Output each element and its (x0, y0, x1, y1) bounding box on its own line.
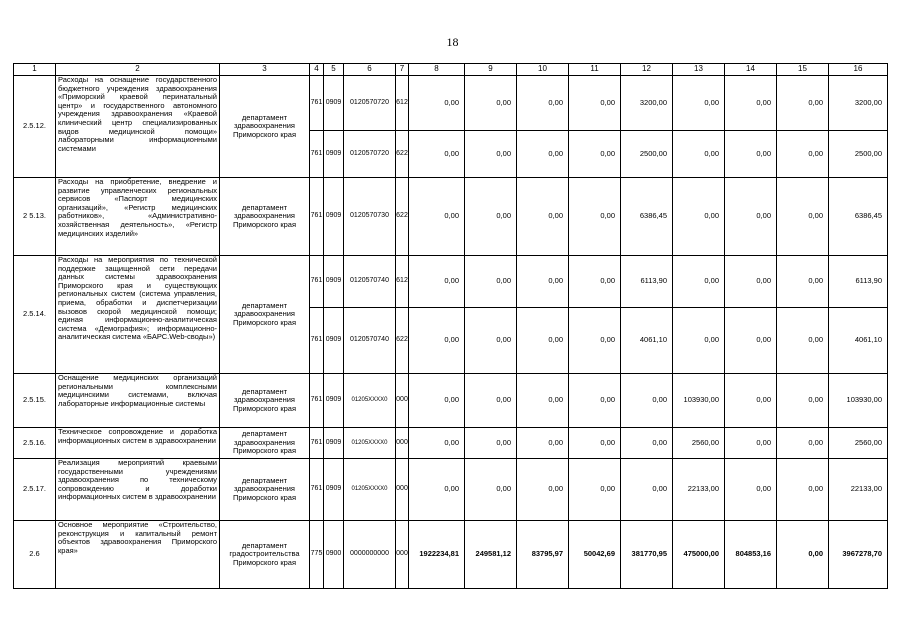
table-row (14, 178, 888, 256)
code-cell: 0120570740 (344, 308, 396, 374)
amount-cell: 0,00 (673, 178, 725, 256)
code-cell: 0120570720 (344, 76, 396, 131)
code-cell: 761 (310, 308, 324, 374)
amount-cell: 2560,00 (829, 428, 888, 459)
amount-cell: 1922234,81 (409, 521, 465, 589)
amount-cell: 0,00 (621, 459, 673, 521)
amount-cell: 0,00 (673, 256, 725, 308)
header-cell: 11 (569, 64, 621, 76)
amount-cell: 0,00 (517, 459, 569, 521)
code-cell: 0909 (324, 178, 344, 256)
code-cell: 01205XXXX0 (344, 459, 396, 521)
table-row (14, 256, 888, 308)
amount-cell: 0,00 (725, 428, 777, 459)
amount-cell: 0,00 (777, 428, 829, 459)
amount-cell: 50042,69 (569, 521, 621, 589)
amount-cell: 0,00 (621, 374, 673, 428)
amount-cell: 0,00 (569, 308, 621, 374)
item-number: 2 5.13. (14, 178, 56, 256)
header-cell: 15 (777, 64, 829, 76)
amount-cell: 0,00 (517, 428, 569, 459)
code-cell: 01205XXXX0 (344, 428, 396, 459)
amount-cell: 0,00 (465, 308, 517, 374)
amount-cell: 0,00 (777, 256, 829, 308)
code-cell: 0909 (324, 459, 344, 521)
item-number: 2.5.15. (14, 374, 56, 428)
item-description: Расходы на приобретение, внедрение и развитие управленческих региональных сервисов «Паспорт медицинских организаций», «Регистр медицинских работников», «Административно-хозяйственная деятельность», «Регистр медицинских изделий» (56, 178, 220, 256)
code-cell: 761 (310, 374, 324, 428)
responsible-department: департамент здравоохранения Приморского края (220, 374, 310, 428)
code-cell: 761 (310, 131, 324, 178)
code-cell: 761 (310, 178, 324, 256)
amount-cell: 2500,00 (829, 131, 888, 178)
header-cell: 7 (396, 64, 409, 76)
amount-cell: 3200,00 (621, 76, 673, 131)
amount-cell: 0,00 (409, 374, 465, 428)
code-cell: 761 (310, 256, 324, 308)
code-cell: 000 (396, 459, 409, 521)
code-cell: 622 (396, 308, 409, 374)
amount-cell: 0,00 (725, 76, 777, 131)
header-cell: 16 (829, 64, 888, 76)
amount-cell: 22133,00 (829, 459, 888, 521)
amount-cell: 0,00 (465, 256, 517, 308)
code-cell: 0909 (324, 76, 344, 131)
header-cell: 8 (409, 64, 465, 76)
amount-cell: 0,00 (725, 374, 777, 428)
item-number: 2.5.14. (14, 256, 56, 374)
header-cell: 1 (14, 64, 56, 76)
amount-cell: 0,00 (777, 521, 829, 589)
amount-cell: 381770,95 (621, 521, 673, 589)
code-cell: 612 (396, 256, 409, 308)
item-description: Реализация мероприятий краевыми государственными учреждениями здравоохранения по техническому сопровождению и доработки информационных систем в здравоохранении (56, 459, 220, 521)
amount-cell: 0,00 (409, 76, 465, 131)
header-cell: 6 (344, 64, 396, 76)
amount-cell: 22133,00 (673, 459, 725, 521)
code-cell: 0120570740 (344, 256, 396, 308)
amount-cell: 0,00 (569, 459, 621, 521)
amount-cell: 0,00 (465, 131, 517, 178)
amount-cell: 0,00 (569, 428, 621, 459)
header-row (14, 64, 888, 76)
amount-cell: 6113,90 (829, 256, 888, 308)
amount-cell: 249581,12 (465, 521, 517, 589)
code-cell: 612 (396, 76, 409, 131)
code-cell: 01205XXXX0 (344, 374, 396, 428)
header-cell: 13 (673, 64, 725, 76)
responsible-department: департамент здравоохранения Приморского края (220, 428, 310, 459)
amount-cell: 0,00 (517, 256, 569, 308)
amount-cell: 0,00 (777, 76, 829, 131)
amount-cell: 83795,97 (517, 521, 569, 589)
amount-cell: 0,00 (465, 178, 517, 256)
table-row (14, 428, 888, 459)
budget-table (13, 63, 888, 589)
page-number: 18 (446, 35, 459, 49)
amount-cell: 0,00 (777, 374, 829, 428)
code-cell: 0909 (324, 308, 344, 374)
amount-cell: 0,00 (673, 308, 725, 374)
responsible-department: департамент градостроительства Приморского края (220, 521, 310, 589)
header-cell: 14 (725, 64, 777, 76)
amount-cell: 0,00 (569, 374, 621, 428)
responsible-department: департамент здравоохранения Приморского края (220, 178, 310, 256)
header-cell: 9 (465, 64, 517, 76)
code-cell: 761 (310, 459, 324, 521)
code-cell: 000 (396, 428, 409, 459)
amount-cell: 103930,00 (673, 374, 725, 428)
amount-cell: 804853,16 (725, 521, 777, 589)
amount-cell: 0,00 (409, 459, 465, 521)
code-cell: 0120570730 (344, 178, 396, 256)
code-cell: 000 (396, 374, 409, 428)
amount-cell: 0,00 (569, 131, 621, 178)
amount-cell: 0,00 (725, 308, 777, 374)
table-row (14, 521, 888, 589)
amount-cell: 0,00 (465, 76, 517, 131)
amount-cell: 0,00 (517, 76, 569, 131)
header-cell: 2 (56, 64, 220, 76)
amount-cell: 0,00 (569, 256, 621, 308)
code-cell: 000 (396, 521, 409, 589)
header-cell: 5 (324, 64, 344, 76)
item-number: 2.6 (14, 521, 56, 589)
amount-cell: 0,00 (777, 459, 829, 521)
amount-cell: 0,00 (777, 178, 829, 256)
amount-cell: 2500,00 (621, 131, 673, 178)
header-cell: 12 (621, 64, 673, 76)
amount-cell: 0,00 (725, 131, 777, 178)
table-row (14, 374, 888, 428)
item-description: Основное мероприятие «Строительство, реконструкция и капитальный ремонт объектов здравоохранения Приморского края» (56, 521, 220, 589)
item-number: 2.5.17. (14, 459, 56, 521)
amount-cell: 6113,90 (621, 256, 673, 308)
code-cell: 622 (396, 178, 409, 256)
amount-cell: 3967278,70 (829, 521, 888, 589)
responsible-department: департамент здравоохранения Приморского края (220, 76, 310, 178)
item-description: Техническое сопровождение и доработка информационных систем в здравоохранении (56, 428, 220, 459)
amount-cell: 0,00 (621, 428, 673, 459)
amount-cell: 6386,45 (829, 178, 888, 256)
item-description: Расходы на оснащение государственного бюджетного учреждения здравоохранения «Приморский краевой перинатальный центр» и государственного автономного учреждения здравоохранения «Краевой клинический центр специализированных видов медицинской помощи» лабораторными информационными системами (56, 76, 220, 178)
amount-cell: 0,00 (409, 131, 465, 178)
code-cell: 0909 (324, 131, 344, 178)
header-cell: 3 (220, 64, 310, 76)
amount-cell: 0,00 (725, 256, 777, 308)
amount-cell: 4061,10 (829, 308, 888, 374)
responsible-department: департамент здравоохранения Приморского края (220, 256, 310, 374)
amount-cell: 3200,00 (829, 76, 888, 131)
code-cell: 622 (396, 131, 409, 178)
code-cell: 761 (310, 76, 324, 131)
item-number: 2.5.16. (14, 428, 56, 459)
code-cell: 0909 (324, 256, 344, 308)
code-cell: 775 (310, 521, 324, 589)
code-cell: 761 (310, 428, 324, 459)
item-number: 2.5.12. (14, 76, 56, 178)
amount-cell: 103930,00 (829, 374, 888, 428)
responsible-department: департамент здравоохранения Приморского края (220, 459, 310, 521)
code-cell: 0000000000 (344, 521, 396, 589)
amount-cell: 0,00 (725, 459, 777, 521)
amount-cell: 475000,00 (673, 521, 725, 589)
amount-cell: 0,00 (517, 131, 569, 178)
table-row (14, 76, 888, 131)
item-description: Расходы на мероприятия по технической поддержке защищенной сети передачи данных системы здравоохранения Приморского края и существующих региональных систем (система управления, приема, обработки и диспетчеризации вызовов скорой медицинской помощи; единая информационно-аналитическая система «Демография»; информационно-аналитическая система «БАРС.Web-своды») (56, 256, 220, 374)
amount-cell: 0,00 (409, 428, 465, 459)
amount-cell: 0,00 (517, 308, 569, 374)
code-cell: 0900 (324, 521, 344, 589)
amount-cell: 0,00 (569, 178, 621, 256)
amount-cell: 4061,10 (621, 308, 673, 374)
amount-cell: 0,00 (409, 256, 465, 308)
amount-cell: 0,00 (409, 178, 465, 256)
amount-cell: 0,00 (673, 131, 725, 178)
amount-cell: 0,00 (409, 308, 465, 374)
header-cell: 4 (310, 64, 324, 76)
amount-cell: 0,00 (777, 131, 829, 178)
amount-cell: 0,00 (725, 178, 777, 256)
code-cell: 0120570720 (344, 131, 396, 178)
header-cell: 10 (517, 64, 569, 76)
amount-cell: 6386,45 (621, 178, 673, 256)
code-cell: 0909 (324, 374, 344, 428)
amount-cell: 2560,00 (673, 428, 725, 459)
amount-cell: 0,00 (777, 308, 829, 374)
amount-cell: 0,00 (673, 76, 725, 131)
item-description: Оснащение медицинских организаций региональными комплексными медицинскими системами, включая лабораторные информационные системы (56, 374, 220, 428)
amount-cell: 0,00 (465, 374, 517, 428)
amount-cell: 0,00 (569, 76, 621, 131)
amount-cell: 0,00 (465, 459, 517, 521)
code-cell: 0909 (324, 428, 344, 459)
amount-cell: 0,00 (517, 374, 569, 428)
table-row (14, 459, 888, 521)
amount-cell: 0,00 (465, 428, 517, 459)
amount-cell: 0,00 (517, 178, 569, 256)
